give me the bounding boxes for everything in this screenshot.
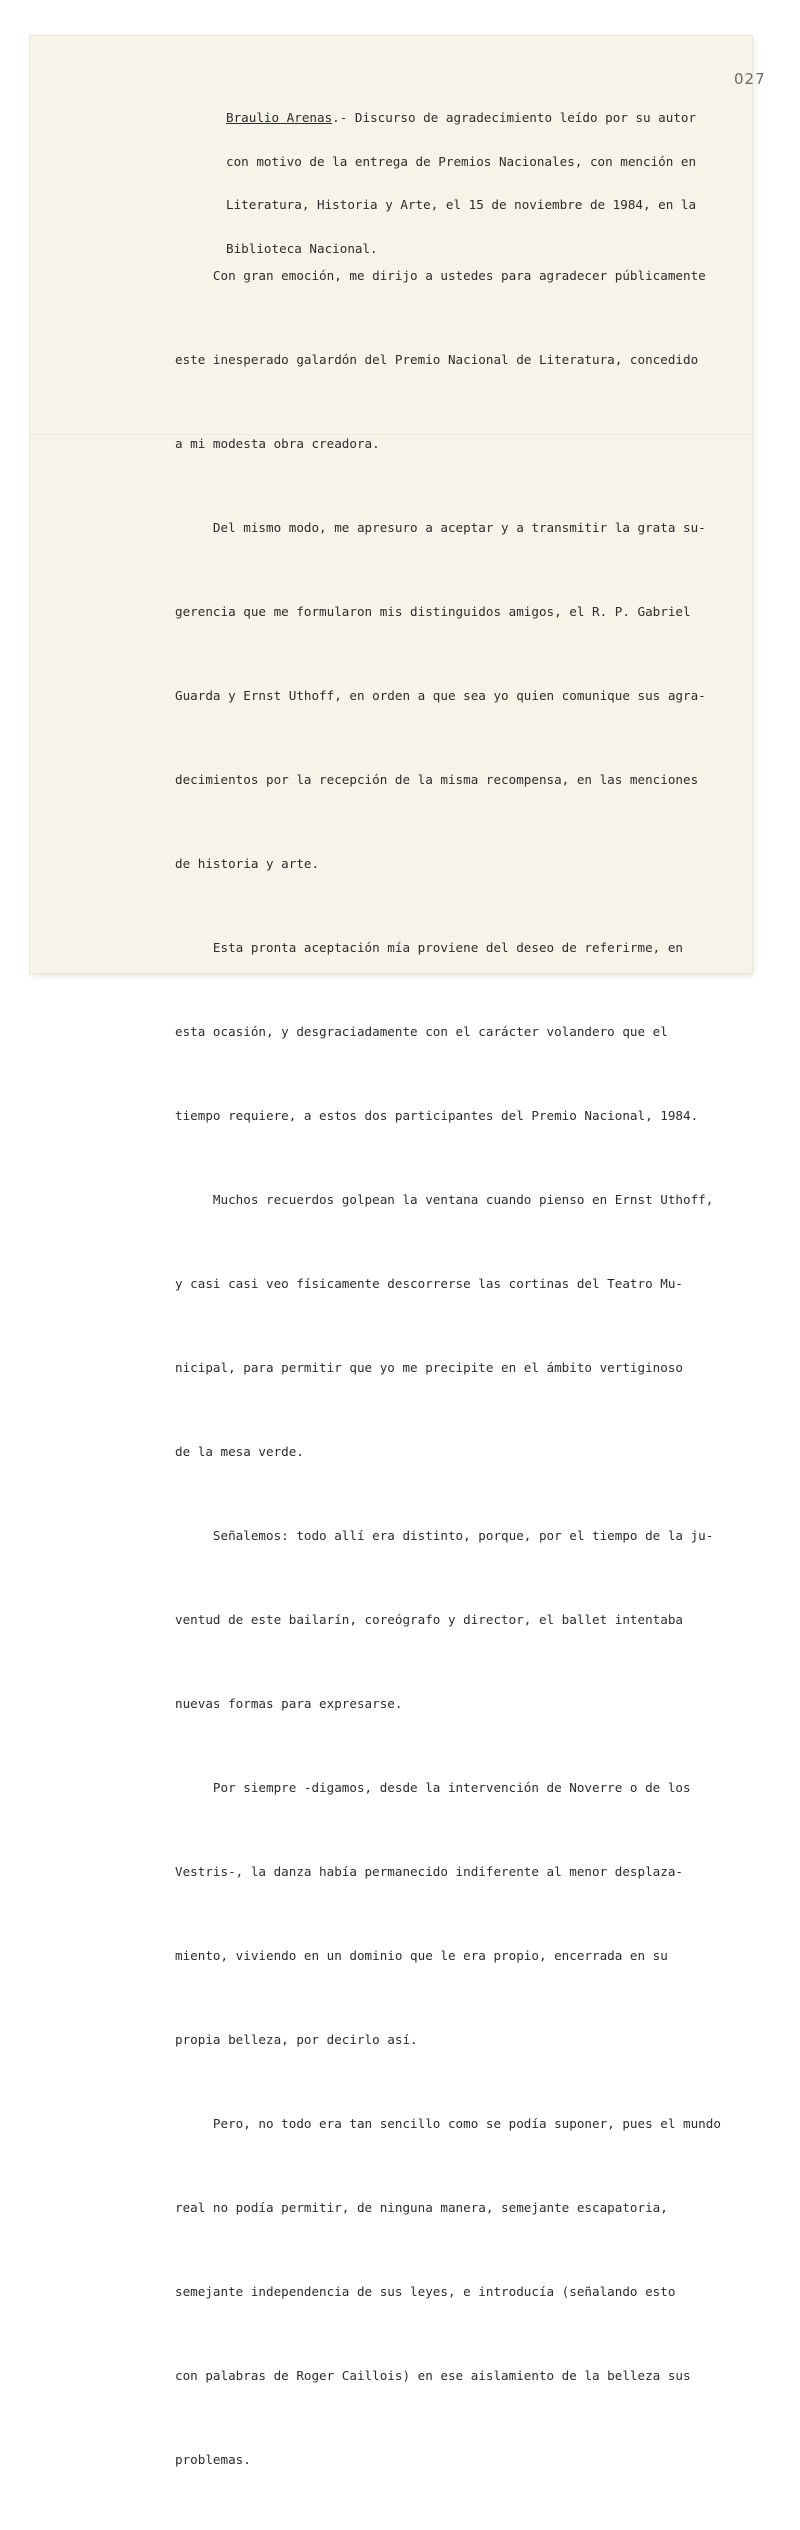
header-line-1	[226, 111, 696, 126]
header-line-4: Biblioteca Nacional.	[226, 240, 378, 256]
body-line: Pero, no todo era tan sencillo como se podía suponer, pues el mundo	[175, 2116, 721, 2131]
body-line: de historia y arte.	[175, 856, 320, 871]
body-line: y casi casi veo físicamente descorrerse las cortinas del Teatro Mu-	[175, 1276, 683, 1291]
header-line-3: Literatura, Historia y Arte, el 15 de noviembre de 1984, en la	[226, 197, 697, 212]
body-line: gerencia que me formularon mis distinguidos amigos, el R. P. Gabriel	[175, 604, 691, 619]
body-line: Guarda y Ernst Uthoff, en orden a que sea yo quien comunique sus agra-	[175, 688, 706, 703]
body-line: Por siempre -digamos, desde la intervención de Noverre o de los	[175, 1780, 691, 1795]
body-line: con palabras de Roger Caillois) en ese aislamiento de la belleza sus	[175, 2368, 691, 2383]
body-line: problemas.	[175, 2452, 251, 2467]
document-page	[30, 36, 766, 2467]
page-number: 027	[734, 70, 766, 88]
body-line: Muchos recuerdos golpean la ventana cuando pienso en Ernst Uthoff,	[175, 1192, 714, 1207]
body-line: nicipal, para permitir que yo me precipite en el ámbito vertiginoso	[175, 1360, 683, 1375]
author-name: Braulio Arenas	[226, 110, 333, 125]
body-line: Del mismo modo, me apresuro a aceptar y a transmitir la grata su-	[175, 520, 706, 535]
body-line: Señalemos: todo allí era distinto, porque, por el tiempo de la ju-	[175, 1528, 714, 1543]
body-line: nuevas formas para expresarse.	[175, 1696, 403, 1711]
body-line: ventud de este bailarín, coreógrafo y director, el ballet intentaba	[175, 1612, 683, 1627]
header-line-2: con motivo de la entrega de Premios Nacionales, con mención en	[226, 153, 697, 169]
body-line: a mi modesta obra creadora.	[175, 436, 380, 451]
body-line: de la mesa verde.	[175, 1444, 304, 1459]
body-line: Vestris-, la danza había permanecido indiferente al menor desplaza-	[175, 1864, 683, 1879]
body-line: este inesperado galardón del Premio Nacional de Literatura, concedido	[175, 352, 699, 367]
body-line: propia belleza, por decirlo así.	[175, 2032, 418, 2047]
body-line: miento, viviendo en un dominio que le era propio, encerrada en su	[175, 1948, 668, 1963]
body-line: real no podía permitir, de ninguna manera, semejante escapatoria,	[175, 2200, 668, 2215]
document-body	[175, 206, 721, 2530]
body-line: tiempo requiere, a estos dos participantes del Premio Nacional, 1984.	[175, 1108, 699, 1123]
body-line: decimientos por la recepción de la misma recompensa, en las menciones	[175, 772, 699, 787]
body-line: Esta pronta aceptación mía proviene del deseo de referirme, en	[175, 940, 683, 955]
body-line: esta ocasión, y desgraciadamente con el carácter volandero que el	[175, 1024, 668, 1039]
header-title-start: .- Discurso de agradecimiento leído por su autor	[332, 110, 697, 125]
body-line: Con gran emoción, me dirijo a ustedes para agradecer públicamente	[175, 268, 706, 283]
body-line: semejante independencia de sus leyes, e introducía (señalando esto	[175, 2284, 676, 2299]
